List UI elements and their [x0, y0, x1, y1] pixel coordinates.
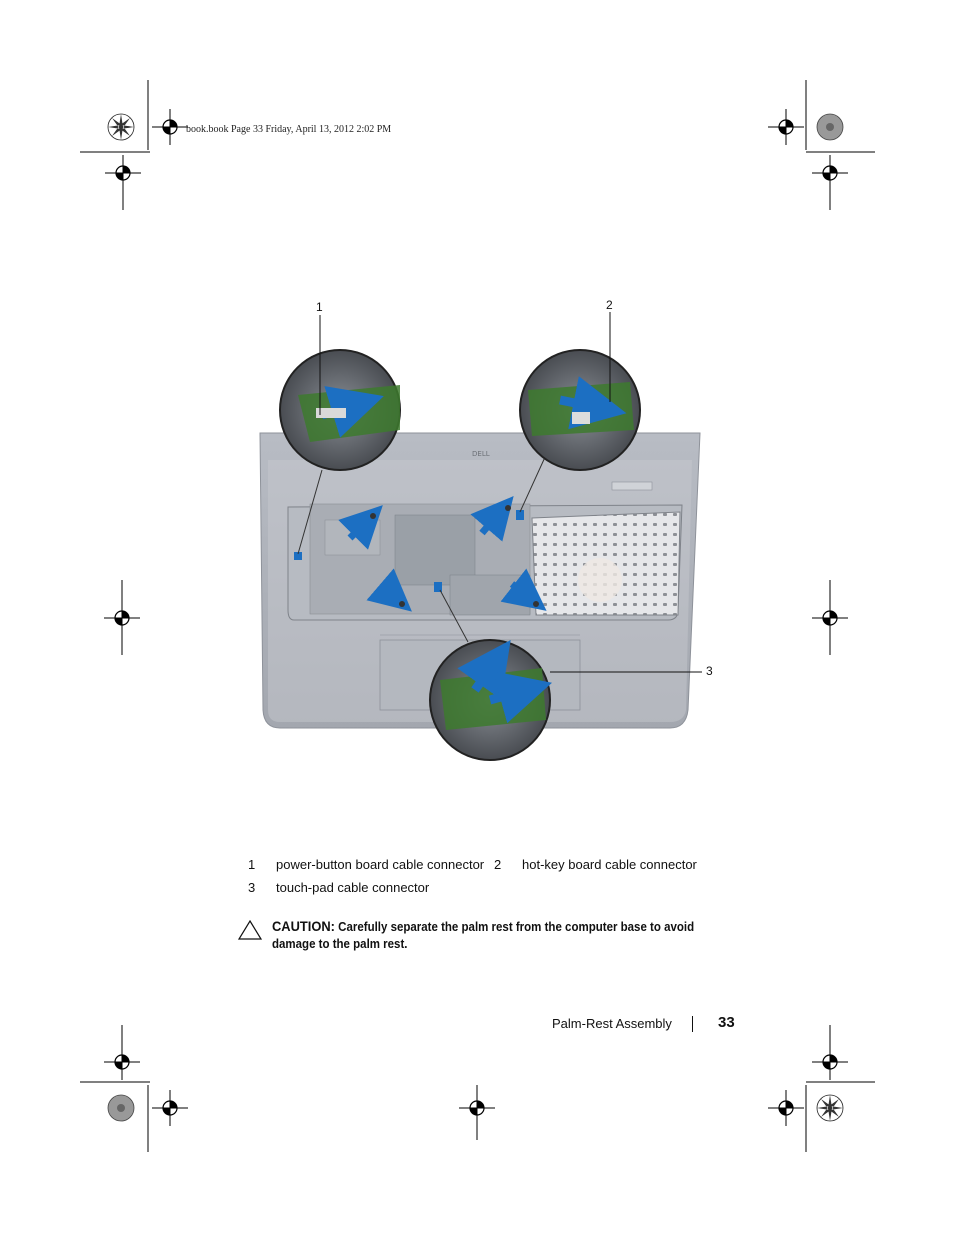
- zoom-detail-1: [280, 350, 400, 470]
- legend-item-1: [248, 857, 485, 872]
- legend-num: 2: [494, 857, 502, 872]
- legend-num: 3: [248, 880, 256, 895]
- zoom-detail-3: [430, 640, 550, 760]
- callout-2: 2: [606, 298, 613, 312]
- caution-icon: [238, 920, 262, 940]
- palm-rest-illustration: [250, 290, 720, 770]
- legend-num: 1: [248, 857, 256, 872]
- footer-section-title: Palm-Rest Assembly: [552, 1016, 672, 1031]
- caution-heading: CAUTION:: [272, 918, 335, 934]
- print-header: book.book Page 33 Friday, April 13, 2012 2:02 PM: [186, 124, 392, 135]
- legend-item-3: [248, 880, 430, 895]
- footer-divider: [692, 1016, 693, 1032]
- legend-label: touch-pad cable connector: [276, 880, 430, 895]
- legend-label: power-button board cable connector: [276, 857, 485, 872]
- zoom-detail-2: [520, 350, 640, 470]
- callout-3: 3: [706, 664, 713, 678]
- caution-body: Carefully separate the palm rest from the computer base to avoid damage to the palm rest.: [272, 920, 695, 951]
- dell-logo: DELL: [472, 450, 490, 458]
- legend-label: hot-key board cable connector: [522, 857, 697, 872]
- page-number: 33: [718, 1014, 735, 1031]
- legend-item-2: [494, 857, 697, 872]
- callout-1: 1: [316, 300, 323, 314]
